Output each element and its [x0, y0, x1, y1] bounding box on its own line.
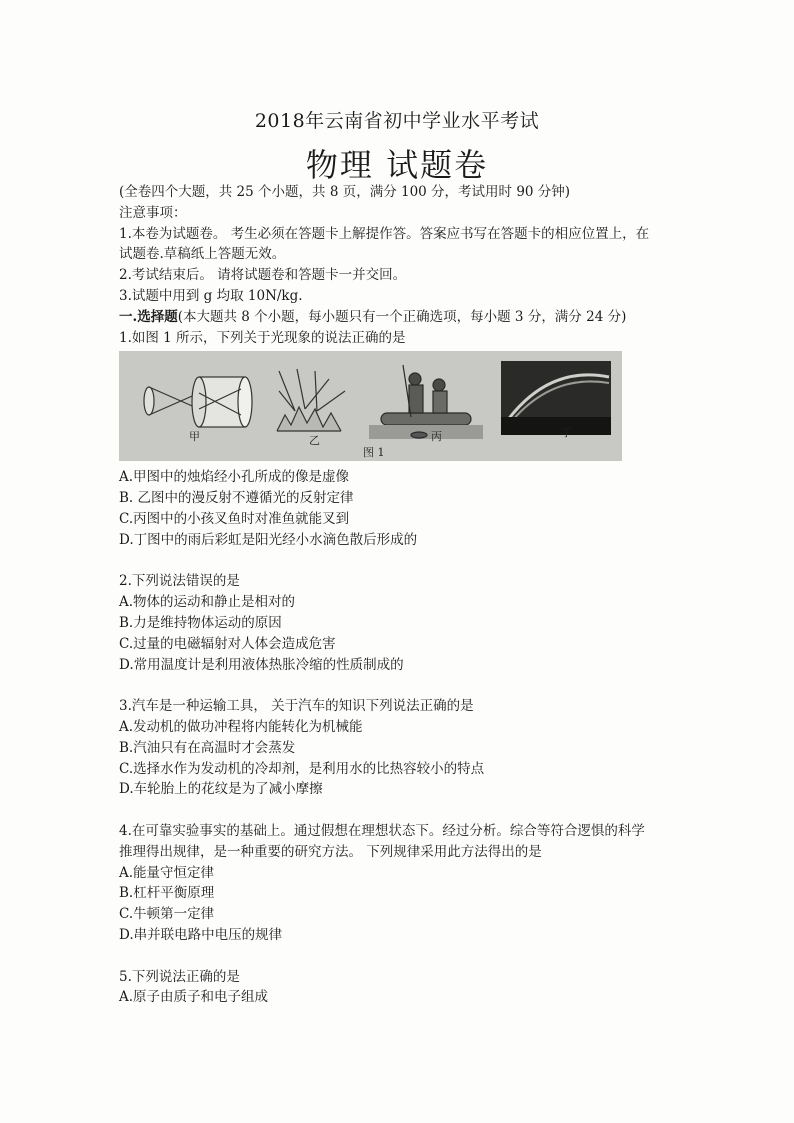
notice-item-1-cont: 试题卷.草稿纸上答题无效。 [119, 246, 286, 263]
question-4-option-b: B.杠杆平衡原理 [119, 885, 215, 902]
question-2-option-d: D.常用温度计是利用液体热胀冷缩的性质制成的 [119, 656, 404, 673]
notice-heading: 注意事项： [119, 204, 187, 221]
exam-overview: (全卷四个大题，共 25 个小题，共 8 页，满分 100 分，考试用时 90 分钟) [119, 184, 571, 200]
figure-label-jia: 甲 [189, 430, 200, 444]
figure-caption: 图 1 [363, 446, 385, 460]
question-2-option-a: A.物体的运动和静止是相对的 [119, 594, 296, 611]
question-4-stem-cont: 推理得出规律，是一种重要的研究方法。 下列规律采用此方法得出的是 [119, 843, 542, 860]
question-1-option-d: D.丁图中的雨后彩虹是阳光经小水滴色散后形成的 [119, 531, 418, 548]
exam-title: 2018年云南省初中学业水平考试 [254, 110, 540, 132]
figure-label-yi: 乙 [309, 434, 320, 448]
question-4-option-a: A.能量守恒定律 [119, 864, 215, 881]
section-description: (本大题共 8 个小题，每小题只有一个正确选项，每小题 3 分，满分 24 分) [177, 308, 627, 325]
question-2-stem: 2.下列说法错误的是 [119, 573, 240, 590]
question-2-option-b: B.力是维持物体运动的原因 [119, 614, 282, 631]
question-1-stem: 1.如图 1 所示，下列关于光现象的说法正确的是 [119, 329, 406, 346]
question-1-option-a: A.甲图中的烛焰经小孔所成的像是虚像 [119, 469, 350, 486]
question-4-option-c: C.牛顿第一定律 [119, 906, 215, 923]
question-1-option-c: C.丙图中的小孩叉鱼时对准鱼就能叉到 [119, 510, 350, 527]
section-label: 一.选择题 [119, 308, 178, 325]
question-5-stem: 5.下列说法正确的是 [119, 968, 240, 985]
subject-title: 物理 试题卷 [305, 146, 489, 184]
rainbow-photo [501, 361, 611, 435]
question-3-option-d: D.车轮胎上的花纹是为了减小摩擦 [119, 781, 323, 798]
figure-label-bing: 丙 [431, 430, 442, 444]
figure-1 [119, 351, 622, 461]
notice-item-3: 3.试题中用到 g 均取 10N/kg. [119, 287, 303, 304]
notice-item-2: 2.考试结束后。 请将试题卷和答题卡一并交回。 [119, 267, 407, 284]
question-4-stem: 4.在可靠实验事实的基础上。通过假想在理想状态下。经过分析。综合等符合逻惧的科学 [119, 822, 645, 839]
question-2-option-c: C.过量的电磁辐射对人体会造成危害 [119, 635, 336, 652]
question-1-option-b: B. 乙图中的漫反射不遵循光的反射定律 [119, 490, 354, 507]
section-heading [119, 307, 679, 328]
question-3-option-a: A.发动机的做功冲程将内能转化为机械能 [119, 718, 363, 735]
exam-body [119, 182, 679, 1008]
question-3-option-c: C.选择水作为发动机的冷却剂，是利用水的比热容较小的特点 [119, 760, 485, 777]
question-4-option-d: D.串并联电路中电压的规律 [119, 926, 283, 943]
question-3-option-b: B.汽油只有在高温时才会蒸发 [119, 739, 296, 756]
question-3-stem: 3.汽车是一种运输工具， 关于汽车的知识下列说法正确的是 [119, 698, 474, 715]
question-5-option-a: A.原子由质子和电子组成 [119, 989, 269, 1006]
notice-item-1: 1.本卷为试题卷。 考生必须在答题卡上解提作答。答案应书写在答题卡的相应位置上，在 [119, 225, 650, 242]
figure-label-ding: 丁 [561, 426, 572, 440]
